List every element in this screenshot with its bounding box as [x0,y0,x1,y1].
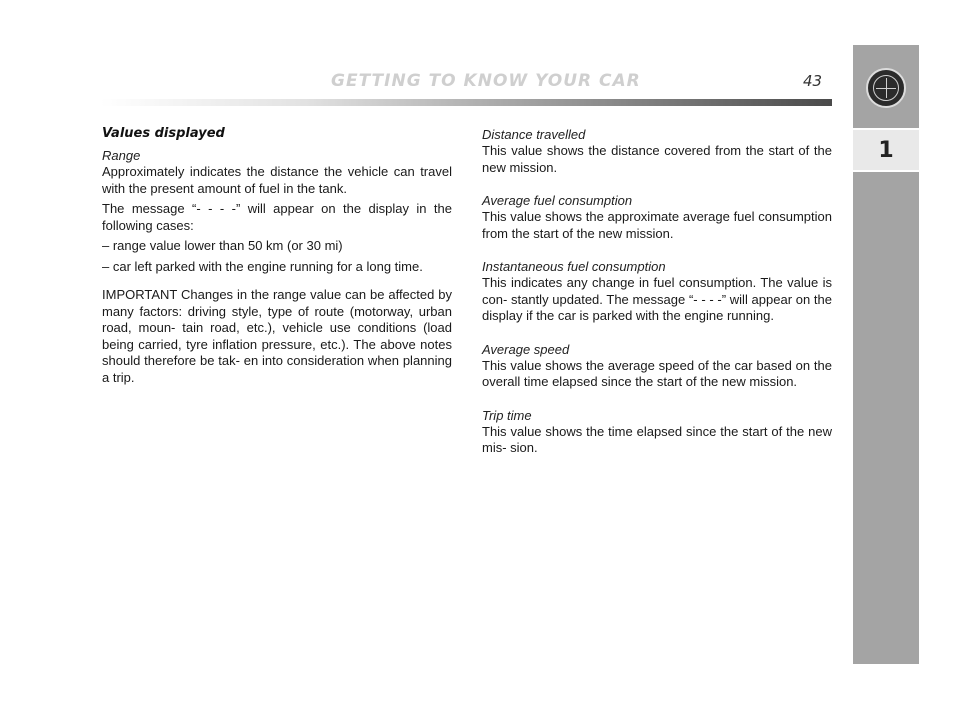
important-note: IMPORTANT Changes in the range value can be affected by many factors: driving style, type of route (motorway, urban road, moun- tain road, etc.), vehicle use conditions (load being carried, tyre inflation pressure, etc.). The above notes should therefore be tak- en into consideration when planning a trip. [102,287,452,385]
chapter-number: 1 [878,137,894,163]
case-item-2: – car left parked with the engine running for a long time. [102,258,423,274]
message-paragraph: The message “- - - -” will appear on the display in the following cases: [102,201,452,233]
page-number: 43 [803,72,823,90]
right-column [482,126,832,461]
alfa-romeo-badge-icon [866,68,906,108]
avg-speed-paragraph: This value shows the average speed of the car based on the overall time elapsed since the start of the new mission. [482,357,832,389]
range-paragraph: Approximately indicates the distance the vehicle can travel with the present amount of fuel in the tank. [102,164,452,196]
distance-subheading: Distance travelled [482,127,586,142]
page-header-title: GETTING TO KNOW YOUR CAR [331,71,641,91]
range-subheading: Range [102,148,141,163]
inst-fuel-paragraph: This indicates any change in fuel consumption. The value is con- stantly updated. The message “- - - -” will appear on the display if the car is parked with the engine running. [482,275,832,323]
avg-fuel-paragraph: This value shows the approximate average fuel consumption from the start of the new mission. [482,209,832,241]
section-heading: Values displayed [102,126,225,141]
badge-inner-ring [873,75,899,101]
trip-time-paragraph: This value shows the time elapsed since the start of the new mis- sion. [482,423,832,455]
left-column [102,126,452,390]
avg-fuel-subheading: Average fuel consumption [482,193,633,208]
header-rule [100,99,832,106]
case-item-1: – range value lower than 50 km (or 30 mi) [102,238,343,253]
avg-speed-subheading: Average speed [482,341,570,357]
inst-fuel-subheading: Instantaneous fuel consumption [482,259,666,274]
chapter-marker [853,128,919,172]
trip-time-subheading: Trip time [482,407,532,423]
distance-paragraph: This value shows the distance covered from the start of the new mission. [482,143,832,175]
